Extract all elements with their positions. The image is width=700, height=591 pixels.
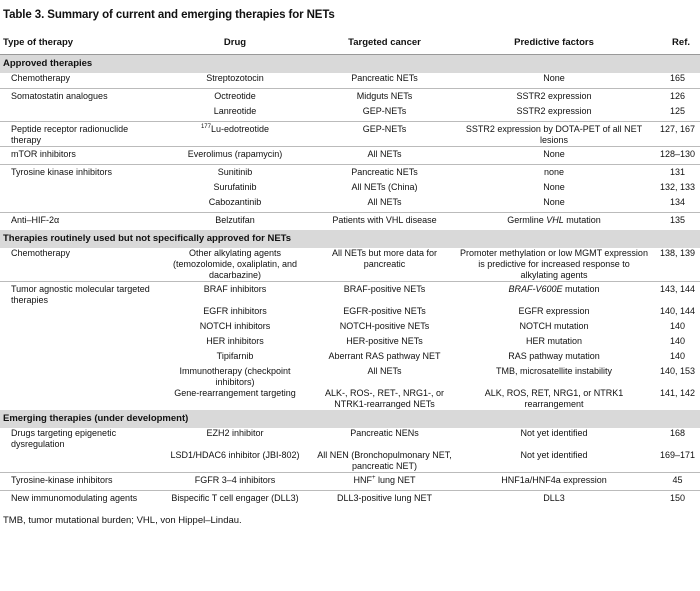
- cell-drug: [158, 213, 312, 231]
- drug-name: Other alkylating agents (temozolomide, oxaliplatin, and dacarbazine): [172, 248, 298, 280]
- cell-predictive: HER mutation: [525, 336, 583, 346]
- cell-drug: [158, 248, 312, 282]
- cell-ref: 134: [669, 197, 686, 207]
- cell-ref: 132, 133: [659, 182, 696, 192]
- cell-predictive: TMB, microsatellite instability: [495, 366, 613, 376]
- cell-type: Anti–HIF-2α: [0, 213, 158, 231]
- cell-cancer: [312, 351, 457, 366]
- cell-predictive: SSTR2 expression: [457, 89, 651, 107]
- cell-drug: [158, 89, 312, 107]
- cancer-name: EGFR-positive NETs: [343, 306, 426, 316]
- cell-predictive: None: [543, 182, 565, 192]
- cancer-name: NOTCH-positive NETs: [339, 321, 430, 331]
- cell-predictive: BRAF-V600E mutation: [457, 282, 651, 307]
- cell-predictive: HNF1a/HNF4a expression: [457, 473, 651, 491]
- drug-name: Surufatinib: [213, 182, 257, 192]
- cell-ref: 140, 144: [659, 306, 696, 316]
- drug-name: Tipifarnib: [216, 351, 254, 361]
- cell-cancer: [312, 213, 457, 231]
- cancer-name: lung NET: [375, 475, 416, 485]
- cancer-name: All NEN (Bronchopulmonary NET, pancreatic NET): [317, 450, 452, 471]
- cell-drug: [158, 197, 312, 213]
- cell-ref: 140: [669, 336, 686, 346]
- cell-predictive: SSTR2 expression by DOTA-PET of all NET lesions: [457, 122, 651, 147]
- cell-drug: [158, 282, 312, 307]
- cancer-name: GEP-NETs: [362, 106, 407, 116]
- drug-name: LSD1/HDAC6 inhibitor (JBI-802): [170, 450, 300, 460]
- header-ref: Ref.: [651, 34, 700, 55]
- cell-drug: [158, 165, 312, 183]
- header-drug: Drug: [158, 34, 312, 55]
- cancer-name: DLL3-positive lung NET: [336, 493, 433, 503]
- cell-cancer: [312, 336, 457, 351]
- cell-cancer: [312, 306, 457, 321]
- cell-type: [0, 106, 158, 122]
- cell-predictive: NOTCH mutation: [519, 321, 589, 331]
- cancer-name: HER-positive NETs: [346, 336, 423, 346]
- cell-type: [0, 321, 158, 336]
- cell-cancer: [312, 197, 457, 213]
- table-body: [0, 55, 700, 509]
- table-row: [0, 282, 700, 307]
- cell-cancer: [312, 366, 457, 388]
- cancer-name: Midguts NETs: [356, 91, 413, 101]
- drug-name: Belzutifan: [215, 215, 255, 225]
- table-row: [0, 213, 700, 231]
- cell-cancer: [312, 282, 457, 307]
- cell-type: Chemotherapy: [11, 73, 71, 83]
- cell-cancer: [312, 73, 457, 89]
- cell-type: [0, 336, 158, 351]
- section-title: Emerging therapies (under development): [0, 410, 700, 428]
- cell-drug: [158, 351, 312, 366]
- cell-type: Tyrosine kinase inhibitors: [0, 165, 158, 183]
- table-row: [0, 473, 700, 491]
- drug-name: EGFR inhibitors: [203, 306, 267, 316]
- cell-predictive: none: [457, 165, 651, 183]
- cancer-name: Pancreatic NENs: [350, 428, 419, 438]
- cell-cancer: [312, 450, 457, 473]
- cell-predictive: None: [543, 197, 565, 207]
- cell-ref: 150: [651, 491, 700, 509]
- cancer-name: Pancreatic NETs: [351, 167, 418, 177]
- table-row: [0, 197, 700, 213]
- section-title: Therapies routinely used but not specifically approved for NETs: [0, 230, 700, 248]
- drug-name: Bispecific T cell engager (DLL3): [171, 493, 299, 503]
- cell-drug: [158, 428, 312, 450]
- cell-drug: [158, 122, 312, 147]
- cell-drug: [158, 336, 312, 351]
- table-row: [0, 122, 700, 147]
- cell-ref: 135: [651, 213, 700, 231]
- cell-drug: [158, 182, 312, 197]
- cell-drug: [158, 366, 312, 388]
- cell-type: Drugs targeting epigenetic dysregulation: [11, 428, 117, 449]
- cancer-name: BRAF-positive NETs: [343, 284, 426, 294]
- cell-predictive: None: [543, 73, 565, 83]
- cell-ref: 140: [669, 351, 686, 361]
- cell-predictive: Not yet identified: [520, 428, 588, 438]
- section-title: Approved therapies: [0, 55, 700, 74]
- cell-ref: 141, 142: [659, 388, 696, 398]
- cell-cancer: [312, 491, 457, 509]
- table-row: [0, 165, 700, 183]
- table-row: [0, 321, 700, 336]
- cell-predictive: Germline VHL mutation: [457, 213, 651, 231]
- cell-drug: [158, 106, 312, 122]
- cell-cancer: [312, 182, 457, 197]
- cell-type: mTOR inhibitors: [0, 147, 158, 165]
- cancer-name: ALK-, ROS-, RET-, NRG1-, or NTRK1-rearranged NETs: [324, 388, 445, 409]
- cell-cancer: [312, 321, 457, 336]
- cell-drug: [158, 388, 312, 410]
- cell-drug: [158, 473, 312, 491]
- section-row: [0, 230, 700, 248]
- drug-name: NOTCH inhibitors: [199, 321, 271, 331]
- table-row: [0, 428, 700, 450]
- section-row: [0, 410, 700, 428]
- cell-drug: [158, 306, 312, 321]
- header-predictive: Predictive factors: [457, 34, 651, 55]
- cancer-name: All NETs: [367, 366, 402, 376]
- cell-drug: [158, 73, 312, 89]
- cell-type: Somatostatin analogues: [0, 89, 158, 107]
- drug-name: FGFR 3–4 inhibitors: [194, 475, 276, 485]
- cell-predictive: RAS pathway mutation: [508, 351, 600, 361]
- table-row: [0, 182, 700, 197]
- table-row: [0, 106, 700, 122]
- cell-type: Peptide receptor radionuclide therapy: [0, 122, 158, 147]
- drug-name: Gene-rearrangement targeting: [174, 388, 296, 398]
- cancer-name: Pancreatic NETs: [351, 73, 418, 83]
- cell-type: Tumor agnostic molecular targeted therapies: [0, 282, 158, 307]
- cell-cancer: [312, 428, 457, 450]
- cell-predictive: Promoter methylation or low MGMT expression is predictive for increased response to alkylating agents: [460, 248, 648, 280]
- cancer-name: All NETs: [367, 197, 402, 207]
- drug-name: EZH2 inhibitor: [206, 428, 264, 438]
- cancer-name: GEP-NETs: [362, 124, 407, 134]
- table-row: [0, 450, 700, 473]
- cancer-name: All NETs (China): [351, 182, 418, 192]
- drug-name: Lanreotide: [213, 106, 257, 116]
- cell-predictive: EGFR expression: [518, 306, 590, 316]
- cancer-superscript: +: [371, 475, 376, 481]
- table-row: [0, 336, 700, 351]
- cell-cancer: [312, 473, 457, 491]
- cell-type: [0, 351, 158, 366]
- cell-predictive: ALK, ROS, RET, NRG1, or NTRK1 rearrangement: [484, 388, 624, 409]
- drug-name: Lu-edotreotide: [210, 124, 270, 134]
- cell-ref: 131: [651, 165, 700, 183]
- drug-name: HER inhibitors: [206, 336, 264, 346]
- table-row: [0, 248, 700, 282]
- therapies-table: [0, 34, 700, 508]
- cell-cancer: [312, 388, 457, 410]
- cell-ref: 169–171: [659, 450, 696, 460]
- drug-name: Cabozantinib: [208, 197, 262, 207]
- table-title: Table 3. Summary of current and emerging therapies for NETs: [3, 9, 335, 21]
- table-row: [0, 351, 700, 366]
- table-row: [0, 147, 700, 165]
- cancer-name: Patients with VHL disease: [332, 215, 437, 225]
- table-row: [0, 491, 700, 509]
- header-type: Type of therapy: [0, 34, 158, 55]
- cell-predictive: Not yet identified: [520, 450, 588, 460]
- drug-name: Octreotide: [214, 91, 256, 101]
- cell-type: [0, 366, 158, 388]
- table-row: [0, 306, 700, 321]
- cell-ref: 128–130: [651, 147, 700, 165]
- cell-cancer: [312, 147, 457, 165]
- cancer-name: Aberrant RAS pathway NET: [328, 351, 441, 361]
- cell-type: Tyrosine-kinase inhibitors: [0, 473, 158, 491]
- cell-cancer: [312, 122, 457, 147]
- cell-ref: 168: [669, 428, 686, 438]
- cell-ref: 45: [651, 473, 700, 491]
- cell-type: [0, 306, 158, 321]
- cell-type: [0, 388, 158, 410]
- cell-cancer: [312, 89, 457, 107]
- cancer-name: All NETs: [367, 149, 402, 159]
- cell-ref: 126: [651, 89, 700, 107]
- cell-predictive: SSTR2 expression: [516, 106, 592, 116]
- cell-ref: 140: [669, 321, 686, 331]
- table-row: [0, 388, 700, 410]
- cell-drug: [158, 321, 312, 336]
- table-header: [0, 34, 700, 55]
- cell-drug: [158, 450, 312, 473]
- cell-cancer: [312, 106, 457, 122]
- cell-type: [0, 450, 158, 473]
- cell-predictive: DLL3: [457, 491, 651, 509]
- cell-type: New immunomodulating agents: [0, 491, 158, 509]
- cell-ref: 127, 167: [651, 122, 700, 147]
- cell-drug: [158, 147, 312, 165]
- cell-ref: 165: [669, 73, 686, 83]
- cell-ref: 140, 153: [659, 366, 696, 376]
- cell-ref: 138, 139: [659, 248, 696, 258]
- table-row: [0, 366, 700, 388]
- cancer-name: All NETs but more data for pancreatic: [331, 248, 438, 269]
- cell-ref: 143, 144: [651, 282, 700, 307]
- header-cancer: Targeted cancer: [312, 34, 457, 55]
- drug-name: Sunitinib: [217, 167, 253, 177]
- cell-cancer: [312, 248, 457, 282]
- drug-name: Streptozotocin: [206, 73, 264, 83]
- cell-cancer: [312, 165, 457, 183]
- cell-type: Chemotherapy: [11, 248, 71, 258]
- section-row: [0, 55, 700, 74]
- cell-type: [0, 182, 158, 197]
- cell-type: [0, 197, 158, 213]
- drug-name: Everolimus (rapamycin): [187, 149, 283, 159]
- cell-ref: 125: [669, 106, 686, 116]
- drug-name: Immunotherapy (checkpoint inhibitors): [179, 366, 291, 387]
- table-row: [0, 89, 700, 107]
- table-footnote: TMB, tumor mutational burden; VHL, von Hippel–Lindau.: [3, 515, 242, 526]
- drug-superscript: 177: [200, 124, 211, 130]
- table-row: [0, 73, 700, 89]
- drug-name: BRAF inhibitors: [203, 284, 267, 294]
- cancer-prefix: HNF: [353, 475, 372, 485]
- cell-predictive: None: [457, 147, 651, 165]
- cell-drug: [158, 491, 312, 509]
